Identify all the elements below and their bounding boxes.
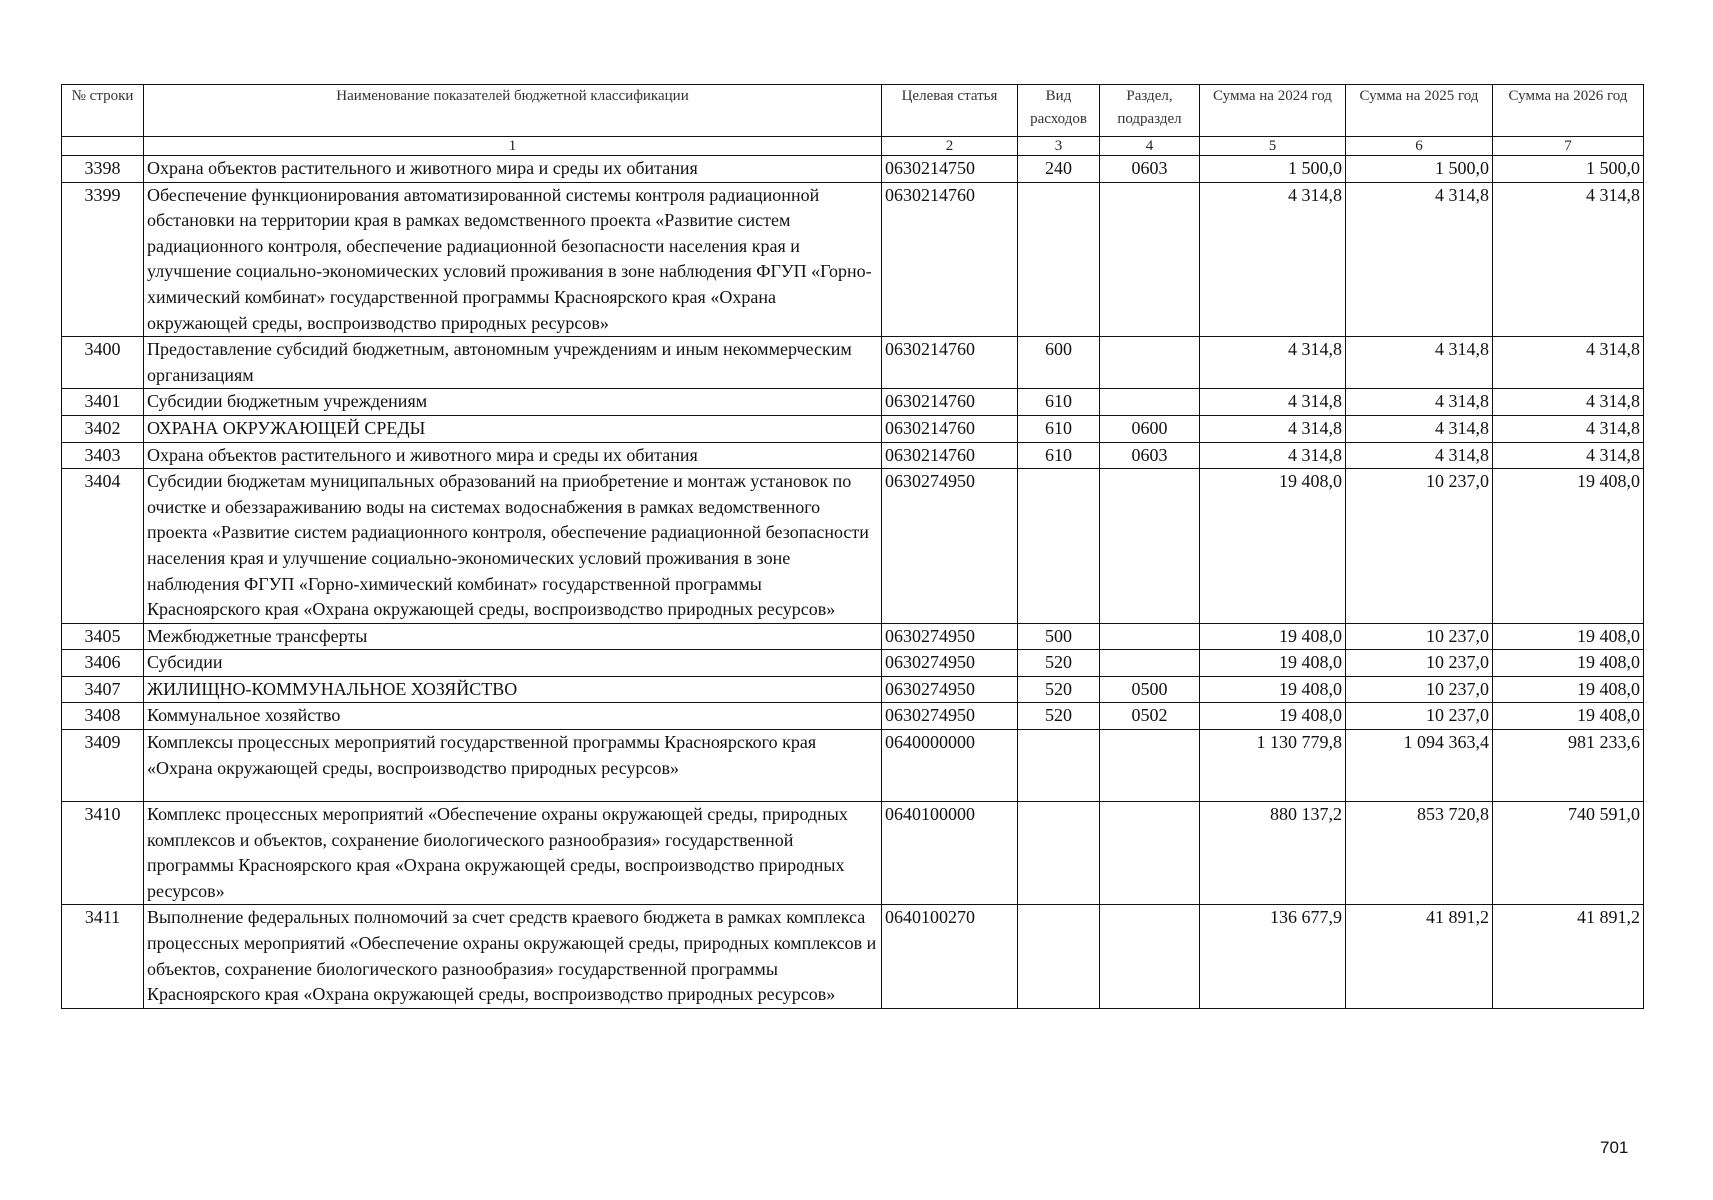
row-sum-2024: 19 408,0: [1200, 650, 1346, 677]
row-target-article: 0630214750: [882, 156, 1018, 183]
row-sum-2025: 853 720,8: [1346, 802, 1493, 905]
row-name: ОХРАНА ОКРУЖАЮЩЕЙ СРЕДЫ: [144, 415, 882, 442]
budget-table: [61, 84, 1644, 1009]
table-row: [62, 703, 1644, 730]
column-number: [62, 137, 144, 156]
row-sum-2026: 4 314,8: [1493, 442, 1644, 469]
header-sum-2025: Сумма на 2025 год: [1346, 85, 1493, 137]
row-section: [1100, 650, 1200, 677]
row-number: 3398: [62, 156, 144, 183]
header-sum-2024: Сумма на 2024 год: [1200, 85, 1346, 137]
row-expense-type: [1018, 182, 1100, 337]
column-number: 6: [1346, 137, 1493, 156]
table-header: [62, 85, 1644, 156]
row-name: Выполнение федеральных полномочий за счет средств краевого бюджета в рамках комплекса процессных мероприятий «Обеспечение охраны окружающей среды, природных комплексов и объектов, сохранение биологического разнообразия» государственной программы Красноярского края «Охрана окружающей среды, воспроизводство природных ресурсов»: [144, 905, 882, 1008]
row-sum-2024: 4 314,8: [1200, 182, 1346, 337]
row-expense-type: 520: [1018, 703, 1100, 730]
table-row: [62, 442, 1644, 469]
row-name: Субсидии: [144, 650, 882, 677]
row-sum-2025: 4 314,8: [1346, 442, 1493, 469]
row-sum-2026: 19 408,0: [1493, 703, 1644, 730]
header-name: Наименование показателей бюджетной классификации: [144, 85, 882, 137]
table-row: [62, 389, 1644, 416]
row-section: [1100, 389, 1200, 416]
row-section: 0603: [1100, 156, 1200, 183]
row-section: [1100, 182, 1200, 337]
row-expense-type: 500: [1018, 623, 1100, 650]
row-section: 0502: [1100, 703, 1200, 730]
row-target-article: 0630214760: [882, 389, 1018, 416]
row-name: Предоставление субсидий бюджетным, автономным учреждениям и иным некоммерческим организациям: [144, 337, 882, 389]
row-expense-type: [1018, 730, 1100, 802]
row-expense-type: [1018, 469, 1100, 624]
header-sum-2026: Сумма на 2026 год: [1493, 85, 1644, 137]
header-section: Раздел, подраздел: [1100, 85, 1200, 137]
row-sum-2025: 10 237,0: [1346, 676, 1493, 703]
row-target-article: 0640100270: [882, 905, 1018, 1008]
row-expense-type: 610: [1018, 415, 1100, 442]
row-section: [1100, 337, 1200, 389]
row-section: [1100, 469, 1200, 624]
row-sum-2026: 19 408,0: [1493, 676, 1644, 703]
row-target-article: 0630214760: [882, 337, 1018, 389]
row-sum-2024: 4 314,8: [1200, 389, 1346, 416]
row-number: 3405: [62, 623, 144, 650]
table-row: [62, 415, 1644, 442]
row-name: Обеспечение функционирования автоматизированной системы контроля радиационной обстановки на территории края в рамках ведомственного проекта «Развитие систем радиационного контроля, обеспечение радиационной безопасности населения края и улучшение социально-экономических условий проживания в зоне наблюдения ФГУП «Горно-химический комбинат» государственной программы Красноярского края «Охрана окружающей среды, воспроизводство природных ресурсов»: [144, 182, 882, 337]
column-number: 2: [882, 137, 1018, 156]
row-sum-2024: 1 500,0: [1200, 156, 1346, 183]
row-sum-2024: 136 677,9: [1200, 905, 1346, 1008]
row-number: 3410: [62, 802, 144, 905]
row-sum-2024: 4 314,8: [1200, 337, 1346, 389]
row-expense-type: [1018, 802, 1100, 905]
row-sum-2025: 4 314,8: [1346, 182, 1493, 337]
row-sum-2025: 4 314,8: [1346, 389, 1493, 416]
row-section: [1100, 730, 1200, 802]
row-number: 3403: [62, 442, 144, 469]
row-name: Комплексы процессных мероприятий государственной программы Красноярского края «Охрана окружающей среды, воспроизводство природных ресурсов»: [144, 730, 882, 802]
table-row: [62, 337, 1644, 389]
header-target-article: Целевая статья: [882, 85, 1018, 137]
row-number: 3400: [62, 337, 144, 389]
row-target-article: 0640000000: [882, 730, 1018, 802]
row-sum-2024: 880 137,2: [1200, 802, 1346, 905]
row-number: 3404: [62, 469, 144, 624]
table-row: [62, 802, 1644, 905]
row-sum-2026: 740 591,0: [1493, 802, 1644, 905]
column-number: 7: [1493, 137, 1644, 156]
row-sum-2024: 19 408,0: [1200, 676, 1346, 703]
row-name: Охрана объектов растительного и животного мира и среды их обитания: [144, 156, 882, 183]
row-sum-2026: 19 408,0: [1493, 650, 1644, 677]
row-expense-type: 520: [1018, 650, 1100, 677]
column-number-row: [62, 137, 1644, 156]
row-sum-2025: 10 237,0: [1346, 469, 1493, 624]
row-number: 3409: [62, 730, 144, 802]
row-name: Комплекс процессных мероприятий «Обеспечение охраны окружающей среды, природных комплексов и объектов, сохранение биологического разнообразия» государственной программы Красноярского края «Охрана окружающей среды, воспроизводство природных ресурсов»: [144, 802, 882, 905]
column-number: 4: [1100, 137, 1200, 156]
row-section: [1100, 802, 1200, 905]
row-sum-2024: 4 314,8: [1200, 442, 1346, 469]
row-sum-2024: 1 130 779,8: [1200, 730, 1346, 802]
table-row: [62, 469, 1644, 624]
row-expense-type: 610: [1018, 442, 1100, 469]
row-expense-type: 240: [1018, 156, 1100, 183]
row-sum-2025: 4 314,8: [1346, 337, 1493, 389]
row-expense-type: 600: [1018, 337, 1100, 389]
row-number: 3406: [62, 650, 144, 677]
page-number: 701: [1600, 1138, 1629, 1157]
row-sum-2024: 19 408,0: [1200, 703, 1346, 730]
column-number: 3: [1018, 137, 1100, 156]
header-expense-type: Вид расходов: [1018, 85, 1100, 137]
row-sum-2025: 1 094 363,4: [1346, 730, 1493, 802]
row-sum-2026: 1 500,0: [1493, 156, 1644, 183]
row-target-article: 0630274950: [882, 650, 1018, 677]
row-name: Коммунальное хозяйство: [144, 703, 882, 730]
row-section: [1100, 623, 1200, 650]
row-sum-2026: 4 314,8: [1493, 337, 1644, 389]
row-sum-2024: 19 408,0: [1200, 469, 1346, 624]
row-sum-2026: 981 233,6: [1493, 730, 1644, 802]
row-sum-2025: 10 237,0: [1346, 623, 1493, 650]
row-sum-2024: 19 408,0: [1200, 623, 1346, 650]
row-number: 3401: [62, 389, 144, 416]
table-row: [62, 623, 1644, 650]
row-target-article: 0630214760: [882, 442, 1018, 469]
row-number: 3407: [62, 676, 144, 703]
row-sum-2025: 41 891,2: [1346, 905, 1493, 1008]
row-name: Субсидии бюджетным учреждениям: [144, 389, 882, 416]
row-sum-2025: 10 237,0: [1346, 703, 1493, 730]
table-body: [62, 156, 1644, 1009]
row-number: 3408: [62, 703, 144, 730]
row-number: 3399: [62, 182, 144, 337]
row-sum-2025: 1 500,0: [1346, 156, 1493, 183]
row-number: 3402: [62, 415, 144, 442]
row-section: 0500: [1100, 676, 1200, 703]
row-sum-2026: 41 891,2: [1493, 905, 1644, 1008]
header-row-number: № строки: [62, 85, 144, 137]
row-name: Субсидии бюджетам муниципальных образований на приобретение и монтаж установок по очистке и обеззараживанию воды на системах водоснабжения в рамках ведомственного проекта «Развитие систем радиационного контроля, обеспечение радиационной безопасности населения края и улучшение социально-экономических условий проживания в зоне наблюдения ФГУП «Горно-химический комбинат» государственной программы Красноярского края «Охрана окружающей среды, воспроизводство природных ресурсов»: [144, 469, 882, 624]
row-expense-type: 610: [1018, 389, 1100, 416]
table-row: [62, 156, 1644, 183]
column-number: 5: [1200, 137, 1346, 156]
table-row: [62, 905, 1644, 1008]
row-target-article: 0630274950: [882, 469, 1018, 624]
row-sum-2025: 10 237,0: [1346, 650, 1493, 677]
row-name: Межбюджетные трансферты: [144, 623, 882, 650]
row-sum-2026: 19 408,0: [1493, 469, 1644, 624]
row-target-article: 0640100000: [882, 802, 1018, 905]
table-row: [62, 676, 1644, 703]
row-target-article: 0630274950: [882, 703, 1018, 730]
row-sum-2026: 19 408,0: [1493, 623, 1644, 650]
row-expense-type: [1018, 905, 1100, 1008]
row-target-article: 0630214760: [882, 182, 1018, 337]
row-sum-2026: 4 314,8: [1493, 182, 1644, 337]
row-sum-2026: 4 314,8: [1493, 389, 1644, 416]
row-expense-type: 520: [1018, 676, 1100, 703]
row-name: Охрана объектов растительного и животного мира и среды их обитания: [144, 442, 882, 469]
row-number: 3411: [62, 905, 144, 1008]
row-sum-2024: 4 314,8: [1200, 415, 1346, 442]
column-number: 1: [144, 137, 882, 156]
table-row: [62, 730, 1644, 802]
table-row: [62, 182, 1644, 337]
row-sum-2026: 4 314,8: [1493, 415, 1644, 442]
row-section: 0600: [1100, 415, 1200, 442]
row-target-article: 0630274950: [882, 623, 1018, 650]
row-section: [1100, 905, 1200, 1008]
row-name: ЖИЛИЩНО-КОММУНАЛЬНОЕ ХОЗЯЙСТВО: [144, 676, 882, 703]
row-target-article: 0630214760: [882, 415, 1018, 442]
row-section: 0603: [1100, 442, 1200, 469]
table-row: [62, 650, 1644, 677]
row-target-article: 0630274950: [882, 676, 1018, 703]
row-sum-2025: 4 314,8: [1346, 415, 1493, 442]
